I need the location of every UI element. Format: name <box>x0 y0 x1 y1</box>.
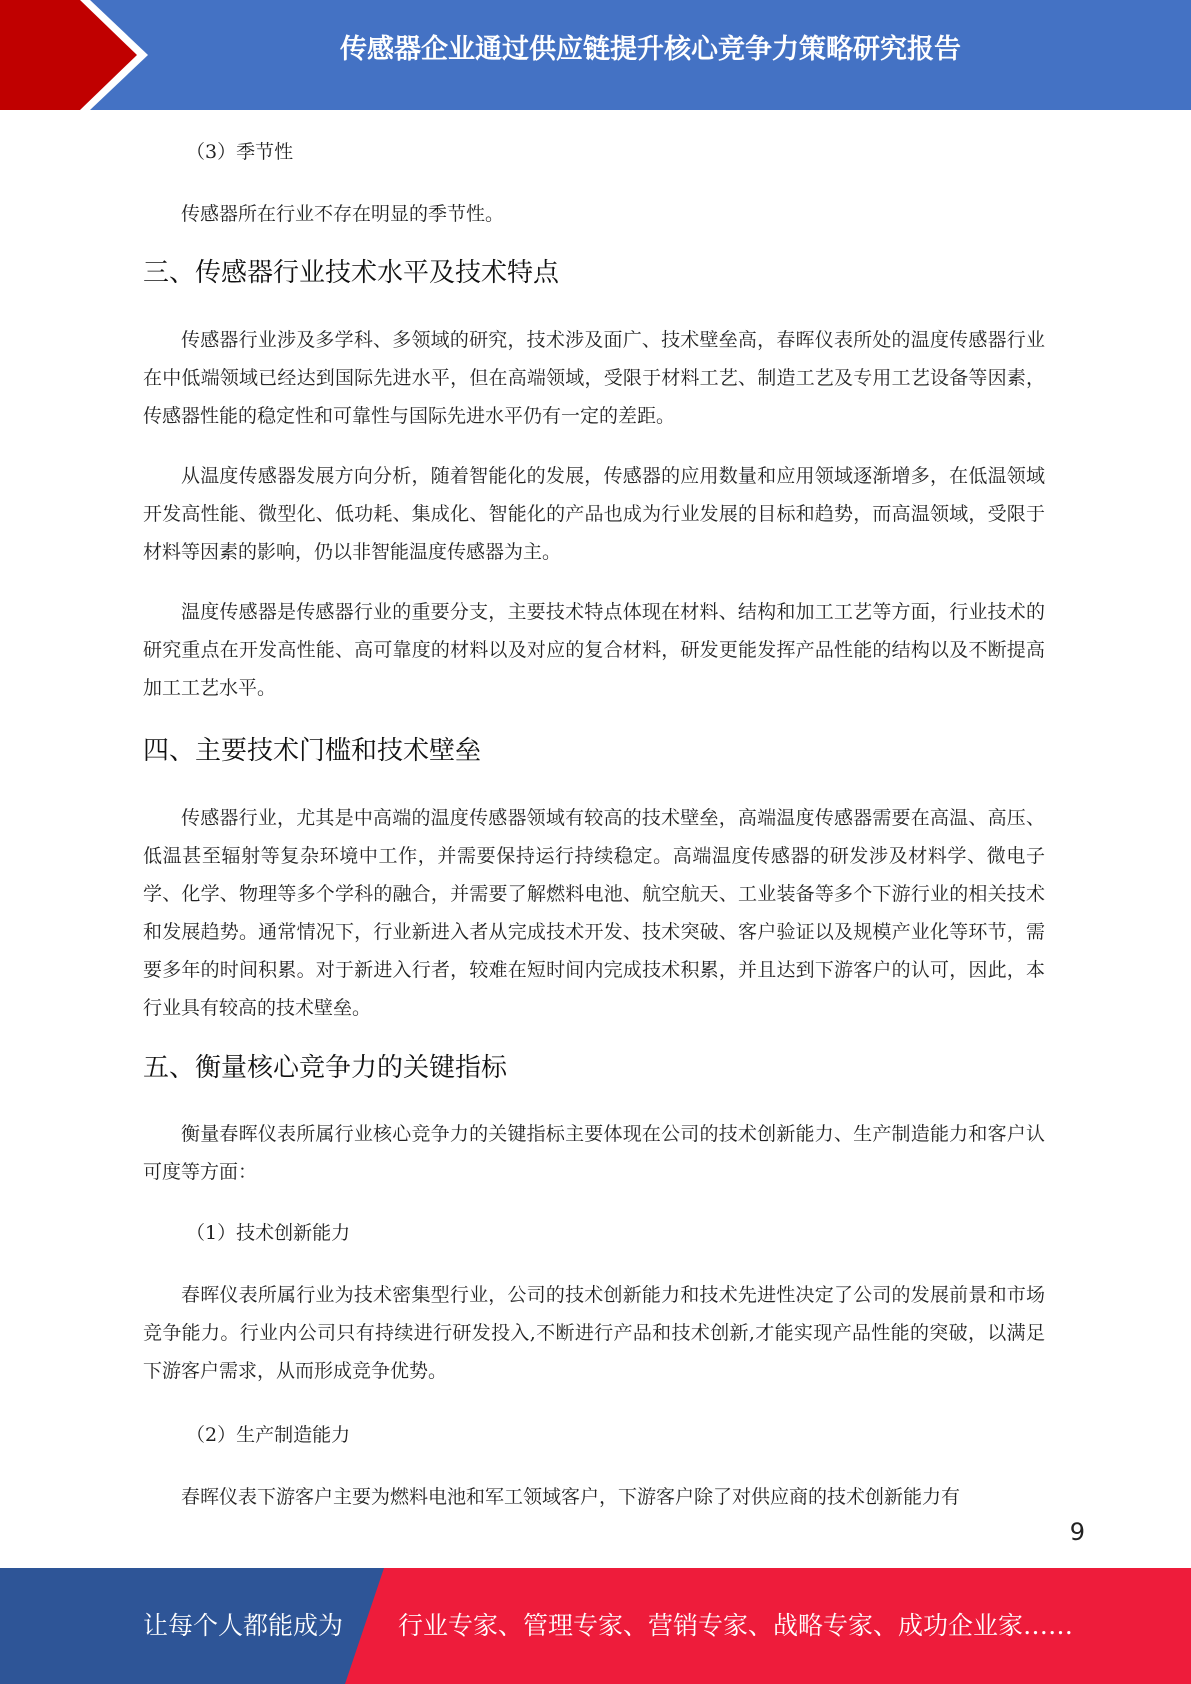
paragraph-3-3: 温度传感器是传感器行业的重要分支，主要技术特点体现在材料、结构和加工工艺等方面，行业技术的研究重点在开发高性能、高可靠度的材料以及对应的复合材料，研发更能发挥产品性能的结构以及不断提高加工工艺水平。 <box>143 601 1045 699</box>
list-item-seasonality: （3）季节性 <box>186 141 294 163</box>
paragraph-3-2: 从温度传感器发展方向分析，随着智能化的发展，传感器的应用数量和应用领域逐渐增多，在低温领域开发高性能、微型化、低功耗、集成化、智能化的产品也成为行业发展的目标和趋势，而高温领域，受限于材料等因素的影响，仍以非智能温度传感器为主。 <box>143 465 1045 563</box>
paragraph-manufacturing: 春晖仪表下游客户主要为燃料电池和军工领域客户，下游客户除了对供应商的技术创新能力有 <box>181 1486 961 1508</box>
list-item-innovation: （1）技术创新能力 <box>186 1222 351 1244</box>
footer-band <box>0 1568 1191 1684</box>
paragraph-5-1: 衡量春晖仪表所属行业核心竞争力的关键指标主要体现在公司的技术创新能力、生产制造能力和客户认可度等方面： <box>143 1123 1045 1183</box>
paragraph-seasonality: 传感器所在行业不存在明显的季节性。 <box>181 203 505 225</box>
header-band <box>0 0 1191 110</box>
section-heading-3: 三、传感器行业技术水平及技术特点 <box>143 258 560 288</box>
list-item-manufacturing: （2）生产制造能力 <box>186 1424 351 1446</box>
header-chevron-red <box>0 0 137 110</box>
footer-slogan-left: 让每个人都能成为 <box>143 1611 344 1640</box>
section-heading-5: 五、衡量核心竞争力的关键指标 <box>143 1053 508 1083</box>
page-number: 9 <box>1069 1518 1085 1546</box>
paragraph-3-1: 传感器行业涉及多学科、多领域的研究，技术涉及面广、技术壁垒高，春晖仪表所处的温度传感器行业在中低端领域已经达到国际先进水平，但在高端领域，受限于材料工艺、制造工艺及专用工艺设备等因素，传感器性能的稳定性和可靠性与国际先进水平仍有一定的差距。 <box>143 329 1045 427</box>
paragraph-4-1: 传感器行业，尤其是中高端的温度传感器领域有较高的技术壁垒，高端温度传感器需要在高温、高压、低温甚至辐射等复杂环境中工作，并需要保持运行持续稳定。高端温度传感器的研发涉及材料学、微电子学、化学、物理等多个学科的融合，并需要了解燃料电池、航空航天、工业装备等多个下游行业的相关技术和发展趋势。通常情况下，行业新进入者从完成技术开发、技术突破、客户验证以及规模产业化等环节，需要多年的时间积累。对于新进入行者，较难在短时间内完成技术积累，并且达到下游客户的认可，因此，本行业具有较高的技术壁垒。 <box>143 807 1045 1019</box>
paragraph-innovation: 春晖仪表所属行业为技术密集型行业，公司的技术创新能力和技术先进性决定了公司的发展前景和市场竞争能力。行业内公司只有持续进行研发投入,不断进行产品和技术创新,才能实现产品性能的突破，以满足下游客户需求，从而形成竞争优势。 <box>143 1284 1045 1382</box>
header-title: 传感器企业通过供应链提升核心竞争力策略研究报告 <box>340 34 961 65</box>
section-heading-4: 四、主要技术门槛和技术壁垒 <box>143 736 482 766</box>
footer-slogan-right: 行业专家、管理专家、营销专家、战略专家、成功企业家…… <box>398 1611 1074 1640</box>
